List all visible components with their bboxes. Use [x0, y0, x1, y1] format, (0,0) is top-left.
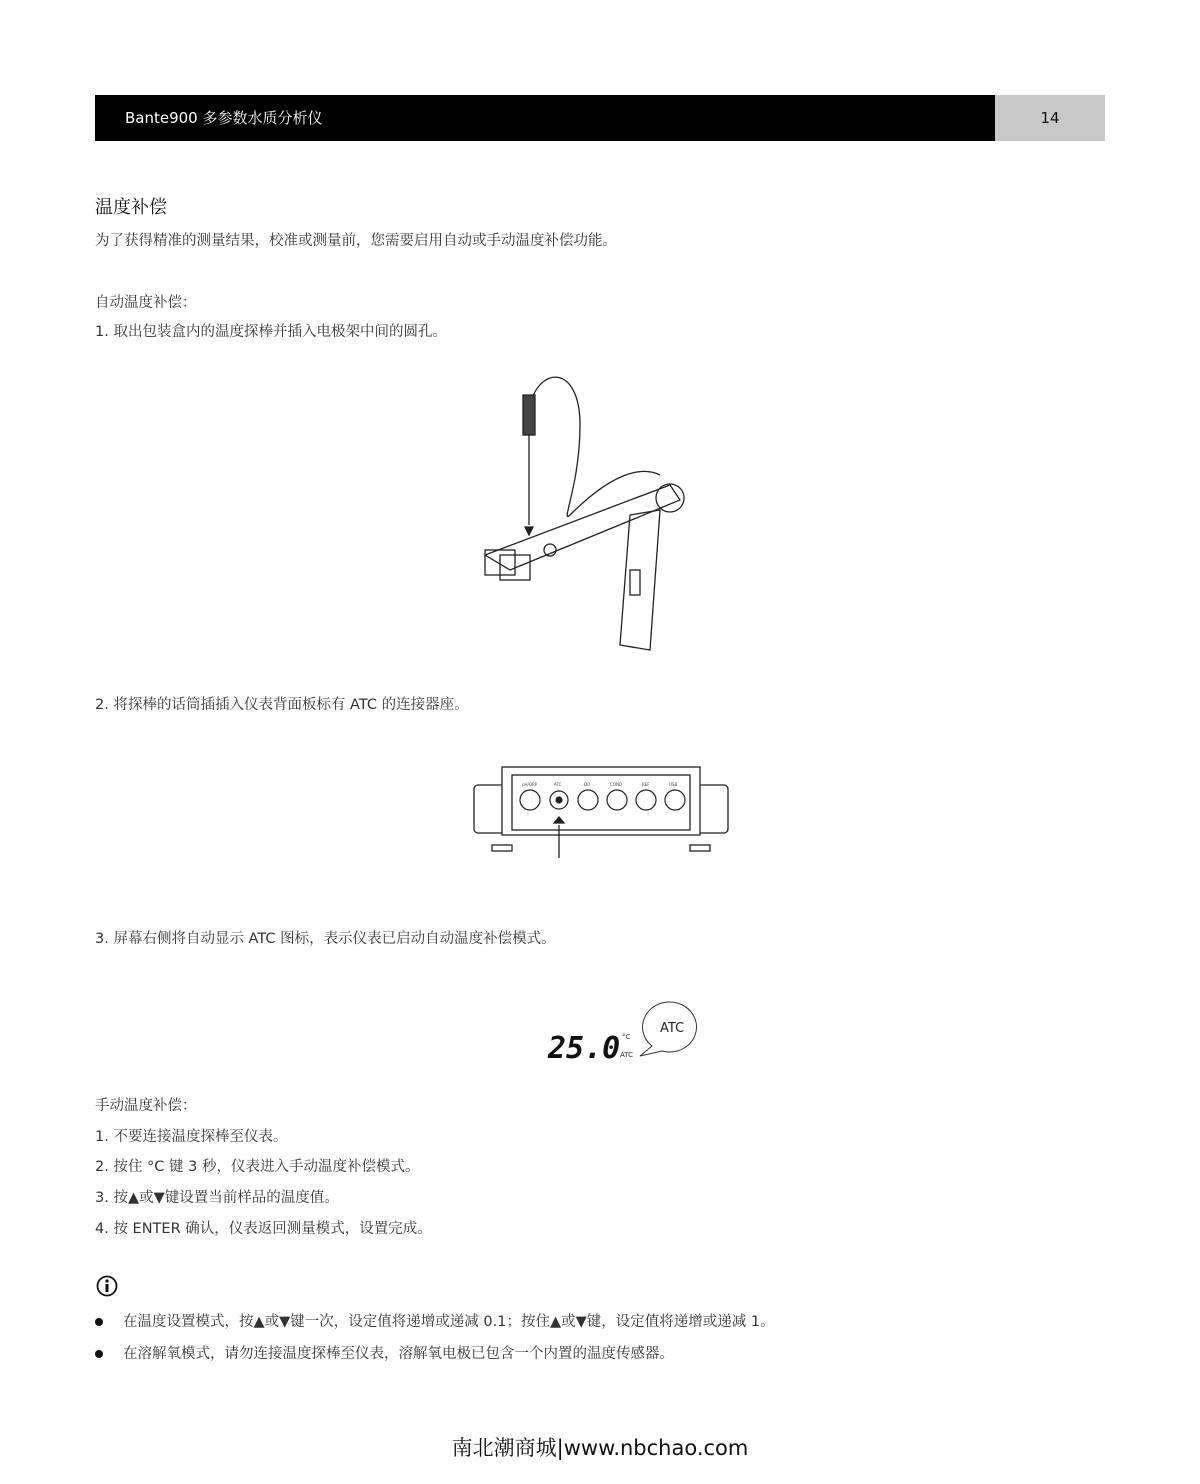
- electrode-holder-illustration: [470, 365, 700, 655]
- lcd-value: 25.0: [548, 1031, 621, 1063]
- auto-step-1: 1. 取出包装盒内的温度探棒并插入电极架中间的圆孔。: [95, 324, 447, 340]
- panel-label: pH/ORP: [522, 782, 538, 787]
- auto-step-3: 3. 屏幕右侧将自动显示 ATC 图标，表示仪表已启动自动温度补偿模式。: [95, 931, 556, 947]
- bullet-icon: [95, 1318, 103, 1326]
- panel-label: COND: [610, 782, 623, 787]
- note-item: 在溶解氧模式，请勿连接温度探棒至仪表，溶解氧电极已包含一个内置的温度传感器。: [95, 1342, 674, 1363]
- footer-watermark: 南北潮商城|www.nbchao.com: [451, 1436, 749, 1460]
- auto-step-2: 2. 将探棒的话筒插插入仪表背面板标有 ATC 的连接器座。: [95, 697, 469, 713]
- auto-title: 自动温度补偿：: [95, 295, 197, 311]
- manual-title: 手动温度补偿：: [95, 1098, 197, 1114]
- lcd-atc: ATC: [620, 1051, 633, 1059]
- page-number: 14: [995, 95, 1105, 141]
- panel-label: DO: [584, 782, 591, 787]
- header-title: Bante900 多参数水质分析仪: [125, 109, 323, 127]
- panel-label: ATC: [554, 782, 562, 787]
- section-title: 温度补偿: [95, 197, 167, 218]
- manual-step-1: 1. 不要连接温度探棒至仪表。: [95, 1129, 288, 1145]
- atc-bubble-label: ATC: [660, 1021, 685, 1036]
- manual-step-3: 3. 按▲或▼键设置当前样品的温度值。: [95, 1190, 339, 1206]
- lcd-display-illustration: [540, 998, 710, 1063]
- bullet-icon: [95, 1350, 103, 1358]
- lcd-unit: °C: [622, 1033, 631, 1041]
- meter-back-panel-illustration: [472, 765, 730, 860]
- panel-label: USB: [669, 782, 678, 787]
- manual-step-4: 4. 按 ENTER 确认，仪表返回测量模式，设置完成。: [95, 1221, 432, 1237]
- info-icon: [96, 1275, 118, 1297]
- manual-step-2: 2. 按住 °C 键 3 秒，仪表进入手动温度补偿模式。: [95, 1159, 420, 1175]
- intro-text: 为了获得精准的测量结果，校准或测量前，您需要启用自动或手动温度补偿功能。: [95, 233, 617, 249]
- panel-label: REF: [642, 782, 650, 787]
- note-item: 在温度设置模式，按▲或▼键一次，设定值将递增或递减 0.1；按住▲或▼键，设定值将递增或递减 1。: [95, 1310, 775, 1331]
- page-header: [95, 95, 995, 141]
